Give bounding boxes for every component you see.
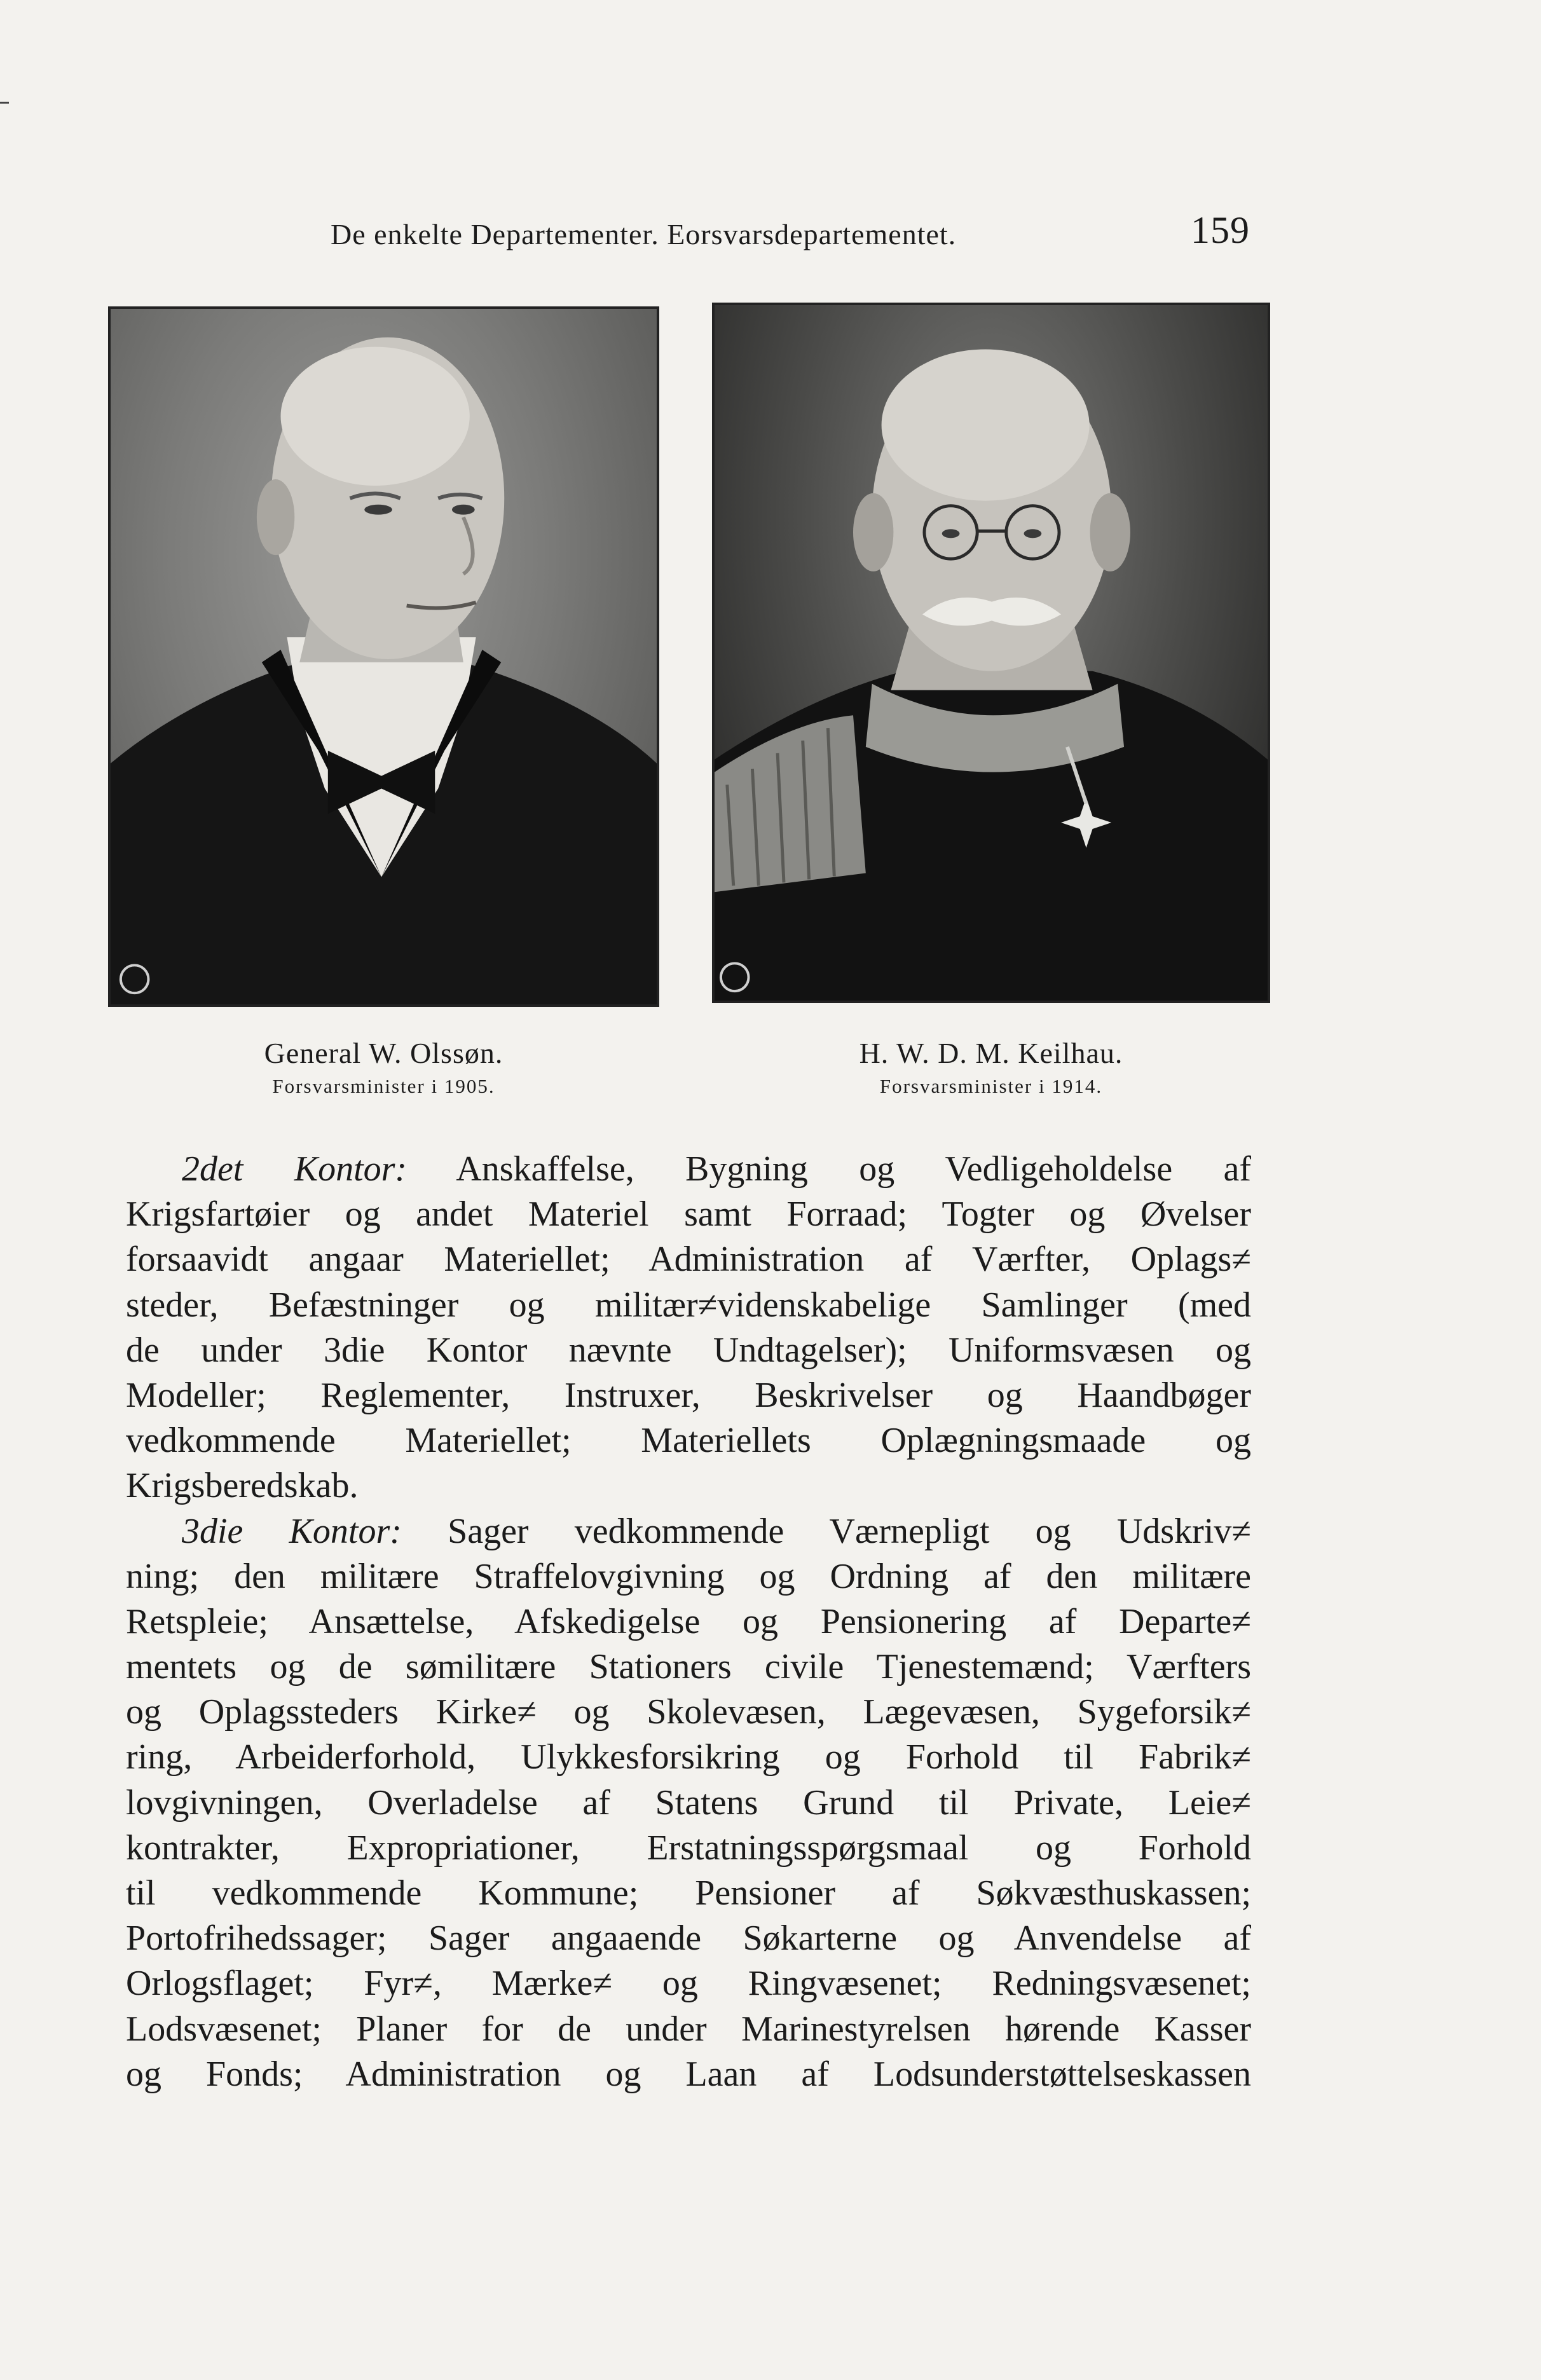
paragraph-line: Modeller; Reglementer, Instruxer, Beskrivelser og Haandbøger <box>126 1375 1251 1415</box>
paragraph-line: 3die Kontor: Sager vedkommende Værnepligt og Udskriv≠ <box>182 1511 1251 1551</box>
paragraph-line: Krigsberedskab. <box>126 1466 359 1506</box>
portrait-photo-right <box>712 303 1270 1003</box>
paragraph-line: mentets og de sømilitære Stationers civile Tjenestemænd; Værfters <box>126 1647 1251 1687</box>
paragraph-heading: 3die Kontor: <box>182 1511 402 1551</box>
body-text <box>126 1147 1251 2097</box>
paragraph-line: ning; den militære Straffelovgivning og Ordning af den militære <box>126 1556 1251 1596</box>
paragraph-line: lovgivningen, Overladelse af Statens Grund til Private, Leie≠ <box>126 1782 1251 1823</box>
margin-mark <box>0 102 9 104</box>
paragraph-line: Portofrihedssager; Sager angaaende Søkarterne og Anvendelse af <box>126 1918 1251 1959</box>
paragraph-line: Krigsfartøier og andet Materiel samt Forraad; Togter og Øvelser <box>126 1194 1251 1234</box>
portrait-role-right: Forsvarsminister i 1914. <box>879 1075 1103 1097</box>
running-head <box>331 209 1250 256</box>
paragraph-line: og Fonds; Administration og Laan af Lodsunderstøttelseskassen <box>126 2054 1251 2094</box>
portrait-name-right: H. W. D. M. Keilhau. <box>859 1037 1123 1069</box>
paragraph-heading: 2det Kontor: <box>182 1149 408 1189</box>
paragraph-line: og Oplagssteders Kirke≠ og Skolevæsen, Lægevæsen, Sygeforsik≠ <box>126 1692 1251 1732</box>
paragraph-line: steder, Befæstninger og militær≠videnskabelige Samlinger (med <box>126 1285 1251 1325</box>
paragraph-line: vedkommende Materiellet; Materiellets Oplægningsmaade og <box>126 1421 1251 1461</box>
paragraph-line: Retspleie; Ansættelse, Afskedigelse og Pensionering af Departe≠ <box>126 1601 1251 1641</box>
portrait-name-left: General W. Olssøn. <box>264 1037 503 1069</box>
paragraph-line: Orlogsflaget; Fyr≠, Mærke≠ og Ringvæsenet; Redningsvæsenet; <box>126 1964 1251 2004</box>
portrait-role-left: Forsvarsminister i 1905. <box>272 1075 495 1097</box>
portrait-photo-left <box>108 306 659 1007</box>
paragraph-line: 2det Kontor: Anskaffelse, Bygning og Vedligeholdelse af <box>182 1149 1251 1189</box>
page-number: 159 <box>1191 209 1250 251</box>
paragraph-line: ring, Arbeiderforhold, Ulykkesforsikring og Forhold til Fabrik≠ <box>126 1737 1251 1777</box>
running-head-title: De enkelte Departementer. Eorsvarsdepartementet. <box>331 218 957 250</box>
portrait-illustration-right <box>715 305 1268 1001</box>
portrait-caption-right <box>712 1036 1270 1098</box>
paragraph-line: Lodsvæsenet; Planer for de under Marinestyrelsen hørende Kasser <box>126 2009 1251 2049</box>
portrait-caption-left <box>108 1036 659 1098</box>
paragraph-line: kontrakter, Expropriationer, Erstatningsspørgsmaal og Forhold <box>126 1828 1251 1868</box>
portrait-illustration-left <box>111 309 657 1004</box>
paragraph-line: de under 3die Kontor nævnte Undtagelser); Uniformsvæsen og <box>126 1330 1251 1370</box>
paragraph-line: til vedkommende Kommune; Pensioner af Søkvæsthuskassen; <box>126 1873 1251 1913</box>
paragraph-line: forsaavidt angaar Materiellet; Administration af Værfter, Oplags≠ <box>126 1240 1251 1280</box>
